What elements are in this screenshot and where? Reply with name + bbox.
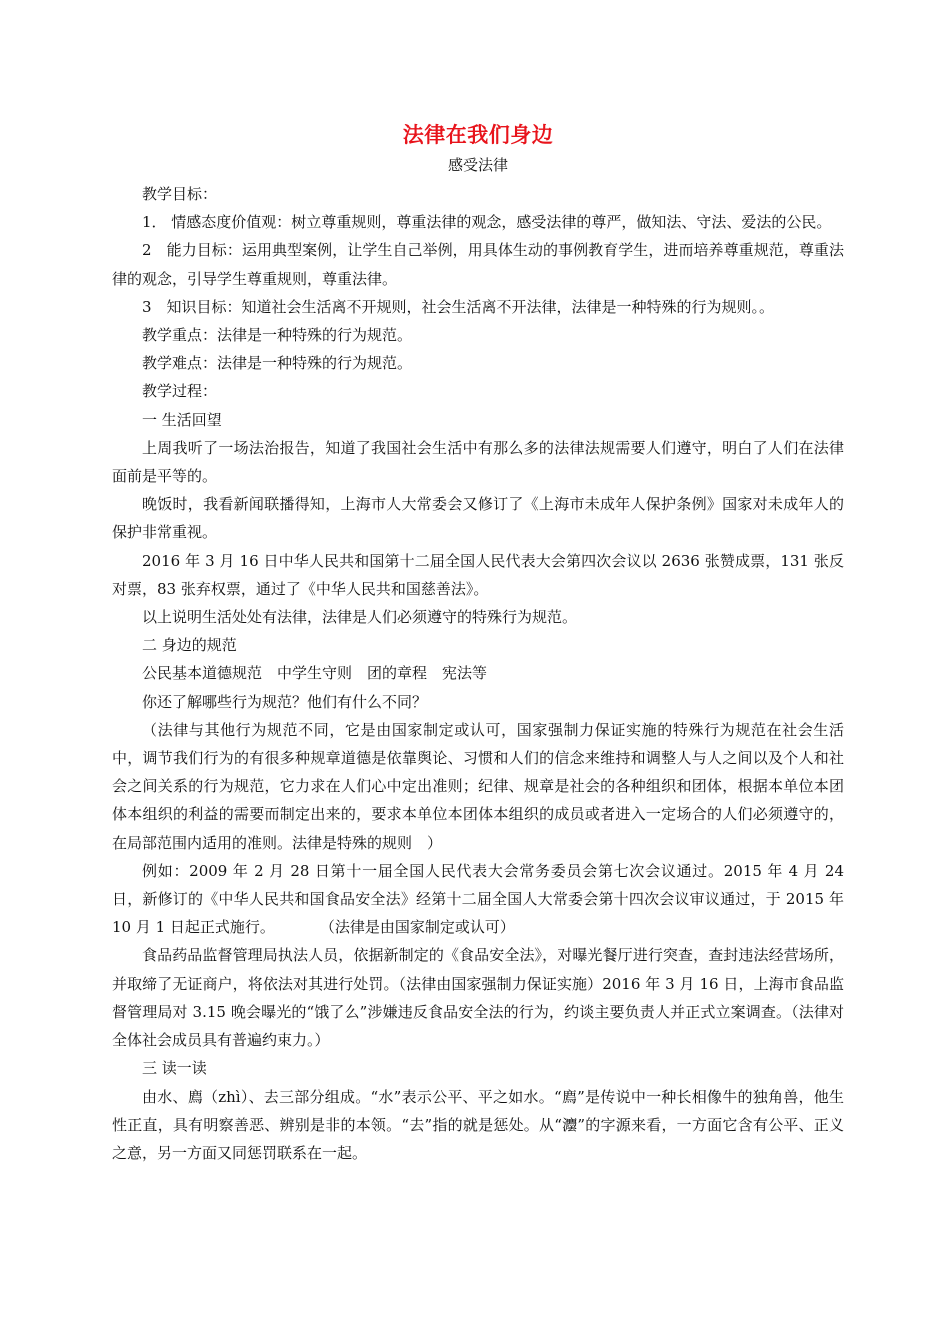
paragraph-norms-list: 公民基本道德规范 中学生守则 团的章程 宪法等 xyxy=(142,664,488,683)
paragraph-objective-1: 1． 情感态度价值观：树立尊重规则，尊重法律的观念，感受法律的尊严，做知法、守法、爱法的公民。 xyxy=(142,213,832,232)
paragraph-etymology: 由水、廌（zhì）、去三部分组成。“水”表示公平、平之如水。“廌”是传说中一种长相像牛的独角兽，他生性正直，具有明察善恶、辨别是非的本领。“去”指的就是惩处。从“灋”的字源来看，一方面它含有公平、正义之意，另一方面又同惩罚联系在一起。 xyxy=(112,1087,844,1162)
paragraph-food-safety: 食品药品监督管理局执法人员，依据新制定的《食品安全法》，对曝光餐厅进行突查，查封违法经营场所，并取缔了无证商户，将依法对其进行处罚。（法律由国家强制力保证实施）2016 年 3 月 16 日，上海市食品监督管理局对 3.15 晚会曝光的“饿了么”涉嫌违反食品安全法的行为，约谈主要负责人并正式立案调查。（法律对全体社会成员具有普遍约束力。） xyxy=(112,946,844,1050)
paragraph-key-point: 教学重点：法律是一种特殊的行为规范。 xyxy=(142,326,413,345)
paragraph-example: 例如：2009 年 2 月 28 日第十一届全国人民代表大会常务委员会第七次会议通过。2015 年 4 月 24 日，新修订的《中华人民共和国食品安全法》经第十二届全国人大常委会第十四次会议审议通过，于 2015 年 10 月 1 日起正式施行。 （法律是由国家制定或认可） xyxy=(112,861,844,937)
document-title: 法律在我们身边 xyxy=(402,123,554,147)
paragraph-report: 上周我听了一场法治报告，知道了我国社会生活中有那么多的法律法规需要人们遵守，明白了人们在法律面前是平等的。 xyxy=(112,438,844,486)
paragraph-news: 晚饭时，我看新闻联播得知，上海市人大常委会又修订了《上海市未成年人保护条例》国家对未成年人的保护非常重视。 xyxy=(112,495,844,542)
paragraph-summary: 以上说明生活处处有法律，法律是人们必须遵守的特殊行为规范。 xyxy=(142,608,578,627)
section-heading-3: 三 读一读 xyxy=(142,1059,207,1078)
document-subtitle: 感受法律 xyxy=(447,156,508,174)
paragraph-objective-3: 3 知识目标：知道社会生活离不开规则，社会生活离不开法律，法律是一种特殊的行为规则。。 xyxy=(142,297,775,316)
paragraph-process-heading: 教学过程： xyxy=(142,382,218,401)
paragraph-question: 你还了解哪些行为规范？他们有什么不同？ xyxy=(142,692,428,711)
paragraph-objective-2: 2 能力目标：运用典型案例，让学生自己举例，用具体生动的事例教育学生，进而培养尊重规范，尊重法律的观念，引导学生尊重规则，尊重法律。 xyxy=(112,241,844,288)
section-heading-2: 二 身边的规范 xyxy=(142,636,237,655)
document-page xyxy=(112,118,844,1167)
section-heading-1: 一 生活回望 xyxy=(142,410,222,429)
paragraph-explanation: （法律与其他行为规范不同，它是由国家制定或认可，国家强制力保证实施的特殊行为规范在社会生活中，调节我们行为的有很多种规章道德是依靠舆论、习惯和人们的信念来维持和调整人与人之间以及个人和社会之间关系的行为规范，它力求在人们心中定出准则；纪律、规章是社会的各种组织和团体，根据本单位本团体本组织的利益的需要而制定出来的，要求本单位本团体本组织的成员或者进入一定场合的人们必须遵守的，在局部范围内适用的准则。法律是特殊的规则 ） xyxy=(112,720,844,852)
paragraph-difficulty: 教学难点：法律是一种特殊的行为规范。 xyxy=(142,354,413,373)
paragraph-charity-law: 2016 年 3 月 16 日中华人民共和国第十二届全国人民代表大会第四次会议以 2636 张赞成票，131 张反对票，83 张弃权票，通过了《中华人民共和国慈善法》。 xyxy=(112,551,844,598)
paragraph-objectives-heading: 教学目标： xyxy=(142,185,218,203)
